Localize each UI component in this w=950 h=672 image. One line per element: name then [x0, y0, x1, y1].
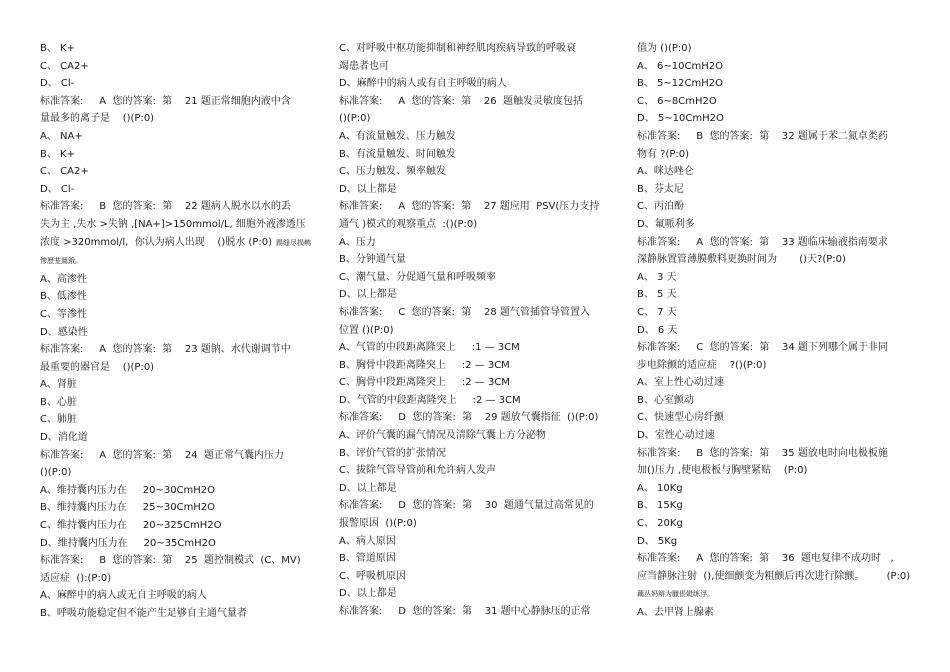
line-text: 值为 ()(P:0) [637, 43, 692, 54]
line-text: D、感染性 [40, 326, 88, 338]
line-text: B、评价气管的扩张情况 [339, 447, 446, 459]
text-line [637, 251, 919, 269]
line-text: C、 7 天 [637, 306, 677, 318]
column-2 [339, 40, 621, 621]
text-line [339, 198, 621, 216]
small-note: 藕丛妈辩为臘倀蜓练浮。 [637, 590, 714, 599]
text-line [637, 392, 919, 410]
text-line [637, 604, 919, 622]
text-line [339, 251, 621, 269]
text-line [339, 269, 621, 287]
text-line [339, 585, 621, 603]
text-line [339, 445, 621, 463]
text-line [339, 304, 621, 322]
text-line [637, 286, 919, 304]
line-text: C、对呼吸中枢功能抑制和神经肌肉疾病导致的呼吸衰 [339, 43, 576, 54]
line-text: D、 Cl- [40, 183, 75, 195]
line-text: 标准答案: D 您的答案: 第 30 题通气量过高常见的 [339, 500, 594, 512]
text-line [637, 515, 919, 533]
line-text: 标准答案: A 您的答案: 第 33 题临床输液指南要求 [637, 236, 888, 248]
text-line [40, 411, 322, 429]
line-text: C、维持囊内压力在 20~325CmH2O [40, 520, 222, 532]
text-line [40, 110, 322, 128]
line-text: A、麻醉中的病人或无自主呼吸的病人 [40, 590, 207, 602]
text-line [40, 482, 322, 500]
line-text: 标准答案: D 您的答案: 第 29 题放气囊指征 ()(P:0) [339, 412, 599, 424]
line-text: 标准答案: B 您的答案: 第 35 题放电时向电极板施 [637, 447, 888, 459]
text-line [339, 58, 621, 76]
text-line [637, 357, 919, 375]
line-text: A、肾脏 [40, 379, 77, 391]
text-line [40, 288, 322, 306]
text-line [339, 409, 621, 427]
text-line [40, 447, 322, 465]
line-text: 最重要的器官是 ()(P:0) [40, 361, 155, 373]
text-line [637, 427, 919, 445]
line-text: B、管道原因 [339, 553, 396, 565]
line-text: 标准答案: A 您的答案: 第 27 题应用 PSV(压力支持 [339, 201, 600, 213]
text-line [339, 110, 621, 128]
text-line [339, 550, 621, 568]
line-text: B、 K+ [40, 43, 75, 54]
line-text: C、 CA2+ [40, 166, 89, 178]
text-line [40, 587, 322, 605]
line-text: 标准答案: D 您的答案: 第 31 题中心静脉压的正常 [339, 606, 591, 617]
text-line [637, 585, 919, 604]
text-line [637, 198, 919, 216]
text-line [637, 181, 919, 199]
text-line [339, 128, 621, 146]
text-line [637, 480, 919, 498]
text-line [40, 464, 322, 482]
line-text: C、等渗性 [40, 308, 87, 320]
line-text: B、分钟通气量 [339, 254, 406, 266]
text-line [40, 181, 322, 199]
text-line [637, 339, 919, 357]
text-line [637, 110, 919, 128]
text-line [40, 376, 322, 394]
line-text: 深静脉置管薄膜敷料更换时间为 ()天?(P:0) [637, 254, 846, 266]
text-line [40, 535, 322, 553]
text-line [40, 271, 322, 289]
text-line [40, 306, 322, 324]
text-line [339, 533, 621, 551]
text-line [40, 146, 322, 164]
text-line [637, 374, 919, 392]
line-text: A、维持囊内压力在 20~30CmH2O [40, 484, 216, 496]
line-text: A、 3 天 [637, 271, 677, 283]
text-line [40, 252, 322, 271]
text-line [40, 40, 322, 58]
line-text: A、高渗性 [40, 273, 87, 285]
text-line [40, 198, 322, 216]
text-line [40, 163, 322, 181]
line-text: 浓度 >320mmol/l, 你认为病人出现 ()脱水 (P:0) [40, 236, 272, 248]
line-text: 标准答案: A 您的答案: 第 26 题触发灵敏度包括 [339, 95, 583, 107]
text-line [339, 322, 621, 340]
text-line [40, 128, 322, 146]
line-text: 失为主 ,失水 >失钠 ,[NA+]>150mmol/L, 细胞外液渗透压 [40, 218, 306, 230]
line-text: A、 6~10CmH2O [637, 60, 723, 72]
text-line [339, 515, 621, 533]
text-line [339, 40, 621, 58]
line-text: B、维持囊内压力在 25~30CmH2O [40, 502, 216, 514]
text-line [40, 552, 322, 570]
line-text: A、 10Kg [637, 482, 683, 494]
line-text: C、 20Kg [637, 518, 683, 530]
line-text: B、 5 天 [637, 289, 677, 301]
line-text: 标准答案: C 您的答案: 第 34 题下列哪个属于非同 [637, 342, 888, 354]
line-text: 标准答案: A 您的答案: 第 21 题正常细胞内液中含 [40, 95, 291, 107]
line-text: A、去甲肾上腺素 [637, 607, 714, 618]
line-text: 竭患者也可 [339, 60, 389, 72]
line-text: D、 5Kg [637, 535, 678, 547]
line-text: 标准答案: A 您的答案: 第 36 题电复律不成功时 , [637, 553, 894, 565]
line-text: 量最多的离子是 ()(P:0) [40, 113, 155, 125]
line-text: 标准答案: C 您的答案: 第 28 题气管插管导管置入 [339, 306, 590, 318]
text-line [40, 605, 322, 623]
text-line [40, 359, 322, 377]
line-text: D、麻醉中的病人或有自主呼吸的病人 [339, 78, 507, 90]
line-text: C、拔除气管导管前和允许病人发声 [339, 465, 496, 477]
line-text: C、潮气量、分促通气量和呼吸频率 [339, 271, 496, 283]
text-line [637, 75, 919, 93]
line-text: 应当静脉注射 (),使细颤变为粗颤后再次进行除颤。 (P:0) [637, 570, 911, 582]
small-note: 踢缝尽损鹌 [275, 238, 311, 247]
text-line [637, 163, 919, 181]
text-line [339, 568, 621, 586]
text-line [40, 216, 322, 234]
text-line [339, 392, 621, 410]
line-text: D、消化道 [40, 432, 88, 444]
line-text: D、室性心动过速 [637, 430, 715, 442]
line-text: D、 5~10CmH2O [637, 113, 724, 125]
line-text: 适应症 ():(P:0) [40, 572, 112, 584]
line-text: B、心脏 [40, 396, 77, 408]
line-text: 步电除颤的适应症 ?()(P:0) [637, 359, 767, 371]
text-line [40, 394, 322, 412]
text-line [339, 181, 621, 199]
line-text: A、有流量触发、压力触发 [339, 130, 456, 142]
text-line [637, 216, 919, 234]
line-text: B、胸骨中段距离隆突上 :2 — 3CM [339, 359, 510, 371]
line-text: B、心室颤动 [637, 394, 694, 406]
line-text: A、气管的中段距离隆突上 :1 — 3CM [339, 342, 520, 354]
line-text: B、 15Kg [637, 500, 683, 512]
line-text: D、 6 天 [637, 324, 678, 336]
line-text: 标准答案: A 您的答案: 第 23 题钠、水代谢调节中 [40, 344, 291, 356]
line-text: D、维持囊内压力在 20~35CmH2O [40, 537, 216, 549]
line-text: C、 6~8CmH2O [637, 95, 717, 107]
text-line [339, 146, 621, 164]
text-line [637, 58, 919, 76]
line-text: D、 Cl- [40, 78, 75, 90]
line-text: 标准答案: A 您的答案: 第 24 题正常气囊内压力 [40, 449, 284, 461]
text-line [637, 533, 919, 551]
text-line [339, 216, 621, 234]
line-text: B、有流量触发、时间触发 [339, 148, 456, 160]
text-line [637, 93, 919, 111]
line-text: C、呼吸机原因 [339, 570, 406, 582]
text-line [637, 497, 919, 515]
text-line [40, 429, 322, 447]
text-line [339, 497, 621, 515]
text-line [40, 324, 322, 342]
text-line [339, 603, 621, 621]
text-line [339, 163, 621, 181]
line-text: D、以上都是 [339, 289, 397, 301]
line-text: 标准答案: B 您的答案: 第 22 题病人脱水以水的丢 [40, 201, 291, 213]
line-text: D、气管的中段距离隆突上 :2 — 3CM [339, 394, 521, 406]
text-line [40, 517, 322, 535]
line-text: 标准答案: B 您的答案: 第 25 题控制模式 (C、MV) [40, 555, 301, 567]
line-text: 物有 ?(P:0) [637, 148, 690, 160]
line-text: D、以上都是 [339, 482, 397, 494]
text-line [339, 427, 621, 445]
line-text: B、低渗性 [40, 291, 87, 303]
text-line [40, 570, 322, 588]
text-line [637, 146, 919, 164]
line-text: B、芬太尼 [637, 183, 684, 195]
line-text: B、 K+ [40, 148, 75, 160]
text-line [339, 462, 621, 480]
line-text: C、胸骨中段距离隆突上 :2 — 3CM [339, 377, 510, 389]
text-line [339, 374, 621, 392]
text-line [637, 462, 919, 480]
line-text: A、咪达唑仑 [637, 166, 694, 178]
text-line [40, 499, 322, 517]
line-text: ()(P:0) [339, 113, 371, 125]
text-line [40, 341, 322, 359]
line-text: 标准答案: B 您的答案: 第 32 题属于苯二氮卓类药 [637, 130, 888, 142]
text-line [637, 269, 919, 287]
line-text: C、肺脏 [40, 414, 77, 426]
text-line [339, 480, 621, 498]
line-text: C、 CA2+ [40, 60, 89, 72]
text-line [637, 445, 919, 463]
text-line [637, 322, 919, 340]
line-text: C、丙泊酚 [637, 201, 684, 213]
line-text: C、压力触发、频率触发 [339, 166, 446, 178]
text-line [637, 409, 919, 427]
text-line [339, 93, 621, 111]
text-line [40, 234, 322, 253]
text-line [40, 75, 322, 93]
text-line [339, 234, 621, 252]
line-text: 通气 )模式的观察重点 :()(P:0) [339, 218, 478, 230]
line-text: D、氟哌利多 [637, 218, 695, 230]
text-line [637, 128, 919, 146]
text-line [637, 550, 919, 568]
line-text: 加()压力 ,使电极板与胸壁紧贴 (P:0) [637, 465, 808, 477]
line-text: B、 5~12CmH2O [637, 78, 723, 90]
text-line [339, 75, 621, 93]
line-text: A、压力 [339, 236, 376, 248]
line-text: A、 NA+ [40, 130, 83, 142]
text-line [339, 286, 621, 304]
line-text: A、病人原因 [339, 535, 396, 547]
text-line [40, 58, 322, 76]
line-text: ()(P:0) [40, 467, 72, 479]
small-note: 惨歷茏鴛鋨。 [40, 257, 82, 266]
line-text: 位置 ()(P:0) [339, 324, 394, 336]
text-line [637, 568, 919, 586]
column-1 [40, 40, 322, 623]
line-text: D、以上都是 [339, 588, 397, 600]
text-line [339, 339, 621, 357]
line-text: B、呼吸功能稳定但不能产生足够自主通气量者 [40, 608, 247, 619]
line-text: 报警原因 ()(P:0) [339, 518, 417, 530]
line-text: C、快速型心房纤颤 [637, 412, 724, 424]
text-line [339, 357, 621, 375]
text-line [637, 40, 919, 58]
column-3 [637, 40, 919, 622]
line-text: D、以上都是 [339, 183, 397, 195]
line-text: A、评价气囊的漏气情况及清除气囊上方分泌物 [339, 430, 546, 442]
text-line [637, 304, 919, 322]
line-text: A、室上性心动过速 [637, 377, 724, 389]
text-line [637, 234, 919, 252]
text-line [40, 93, 322, 111]
